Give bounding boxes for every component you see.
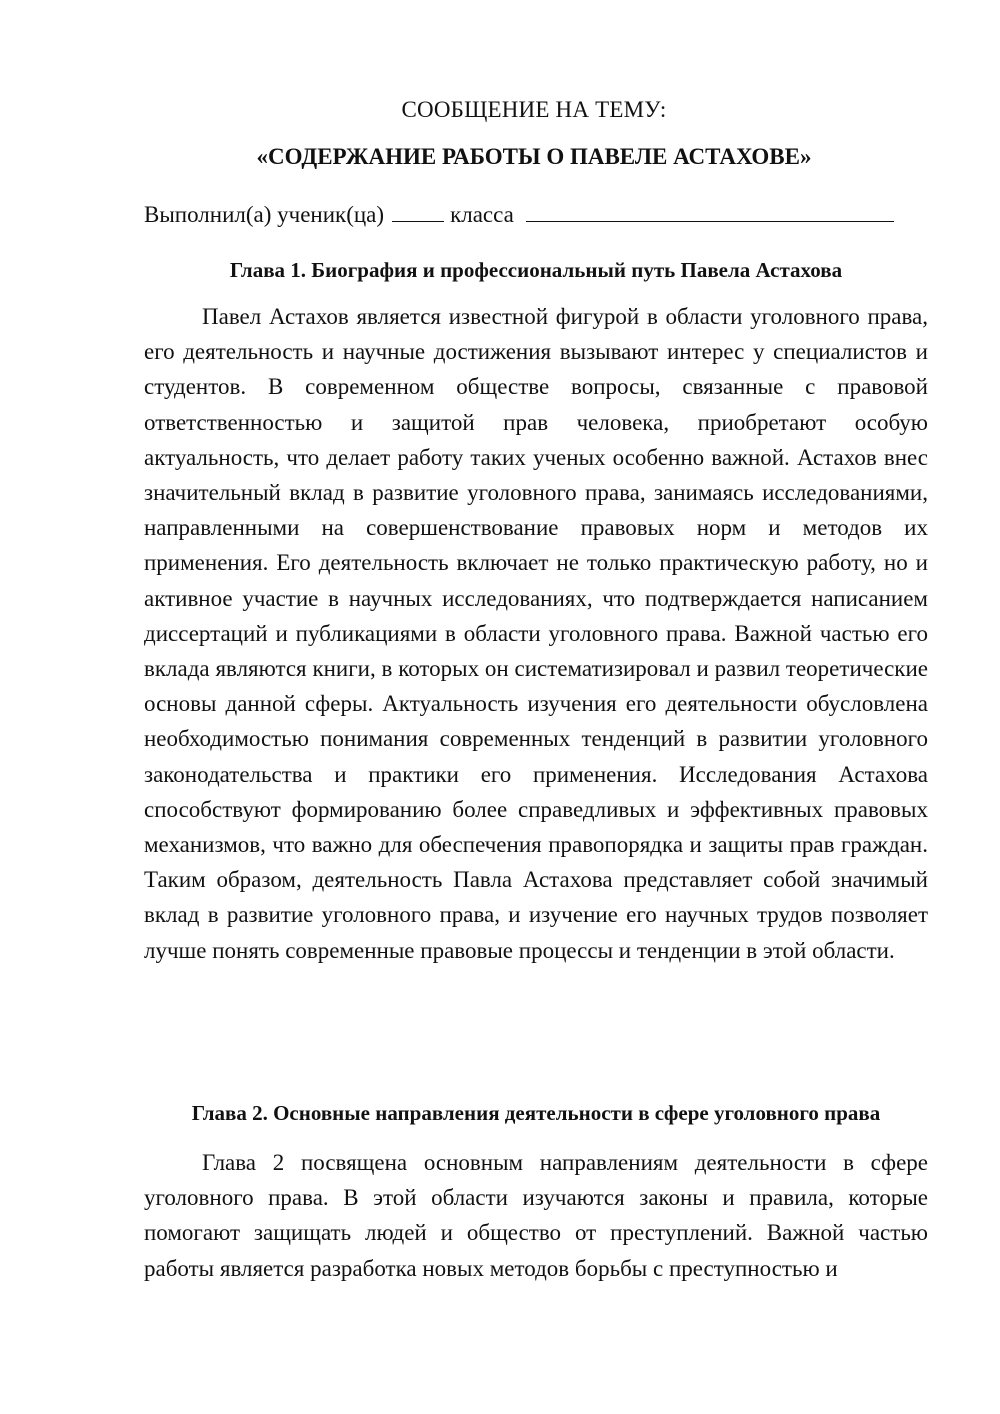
- chapter-1-paragraph: Павел Астахов является известной фигурой в области уголовного права, его деятельность и научные достижения вызывают интерес у специалистов и студентов. В современном обществе вопросы, связанные с правовой ответственностью и защитой прав человека, приобретают особую актуальность, что делает работу таких ученых особенно важной. Астахов внес значительный вклад в развитие уголовного права, занимаясь исследованиями, направленными на совершенствование правовых норм и методов их применения. Его деятельность включает не только практическую работу, но и активное участие в научных исследованиях, что подтверждается написанием диссертаций и публикациями в области уголовного права. Важной частью его вклада являются книги, в которых он систематизировал и развил теоретические основы данной сферы. Актуальность изучения его деятельности обусловлена необходимостью понимания современных тенденций в развитии уголовного законодательства и практики его применения. Исследования Астахова способствуют формированию более справедливых и эффективных правовых механизмов, что важно для обеспечения правопорядка и защиты прав граждан. Таким образом, деятельность Павла Астахова представляет собой значимый вклад в развитие уголовного права, и изучение его научных трудов позволяет лучше понять современные правовые процессы и тенденции в этой области.: [144, 304, 928, 963]
- author-line: [144, 197, 934, 231]
- class-number-blank: [392, 197, 444, 222]
- chapter-1-heading: Глава 1. Биография и профессиональный путь Павела Астахова: [229, 258, 843, 282]
- author-middle: класса: [450, 202, 514, 227]
- document-title-line-2: «СОДЕРЖАНИЕ РАБОТЫ О ПАВЕЛЕ АСТАХОВЕ»: [256, 144, 812, 169]
- author-prefix: Выполнил(а) ученик(ца): [144, 202, 385, 227]
- document-title-line-1: СООБЩЕНИЕ НА ТЕМУ:: [401, 97, 667, 122]
- chapter-2-heading: Глава 2. Основные направления деятельности в сфере уголовного права: [191, 1101, 881, 1125]
- chapter-2-paragraph: Глава 2 посвящена основным направлениям деятельности в сфере уголовного права. В этой области изучаются законы и правила, которые помогают защищать людей и общество от преступлений. Важной частью работы является разработка новых методов борьбы с преступностью и: [144, 1150, 928, 1281]
- student-name-blank: [526, 197, 894, 222]
